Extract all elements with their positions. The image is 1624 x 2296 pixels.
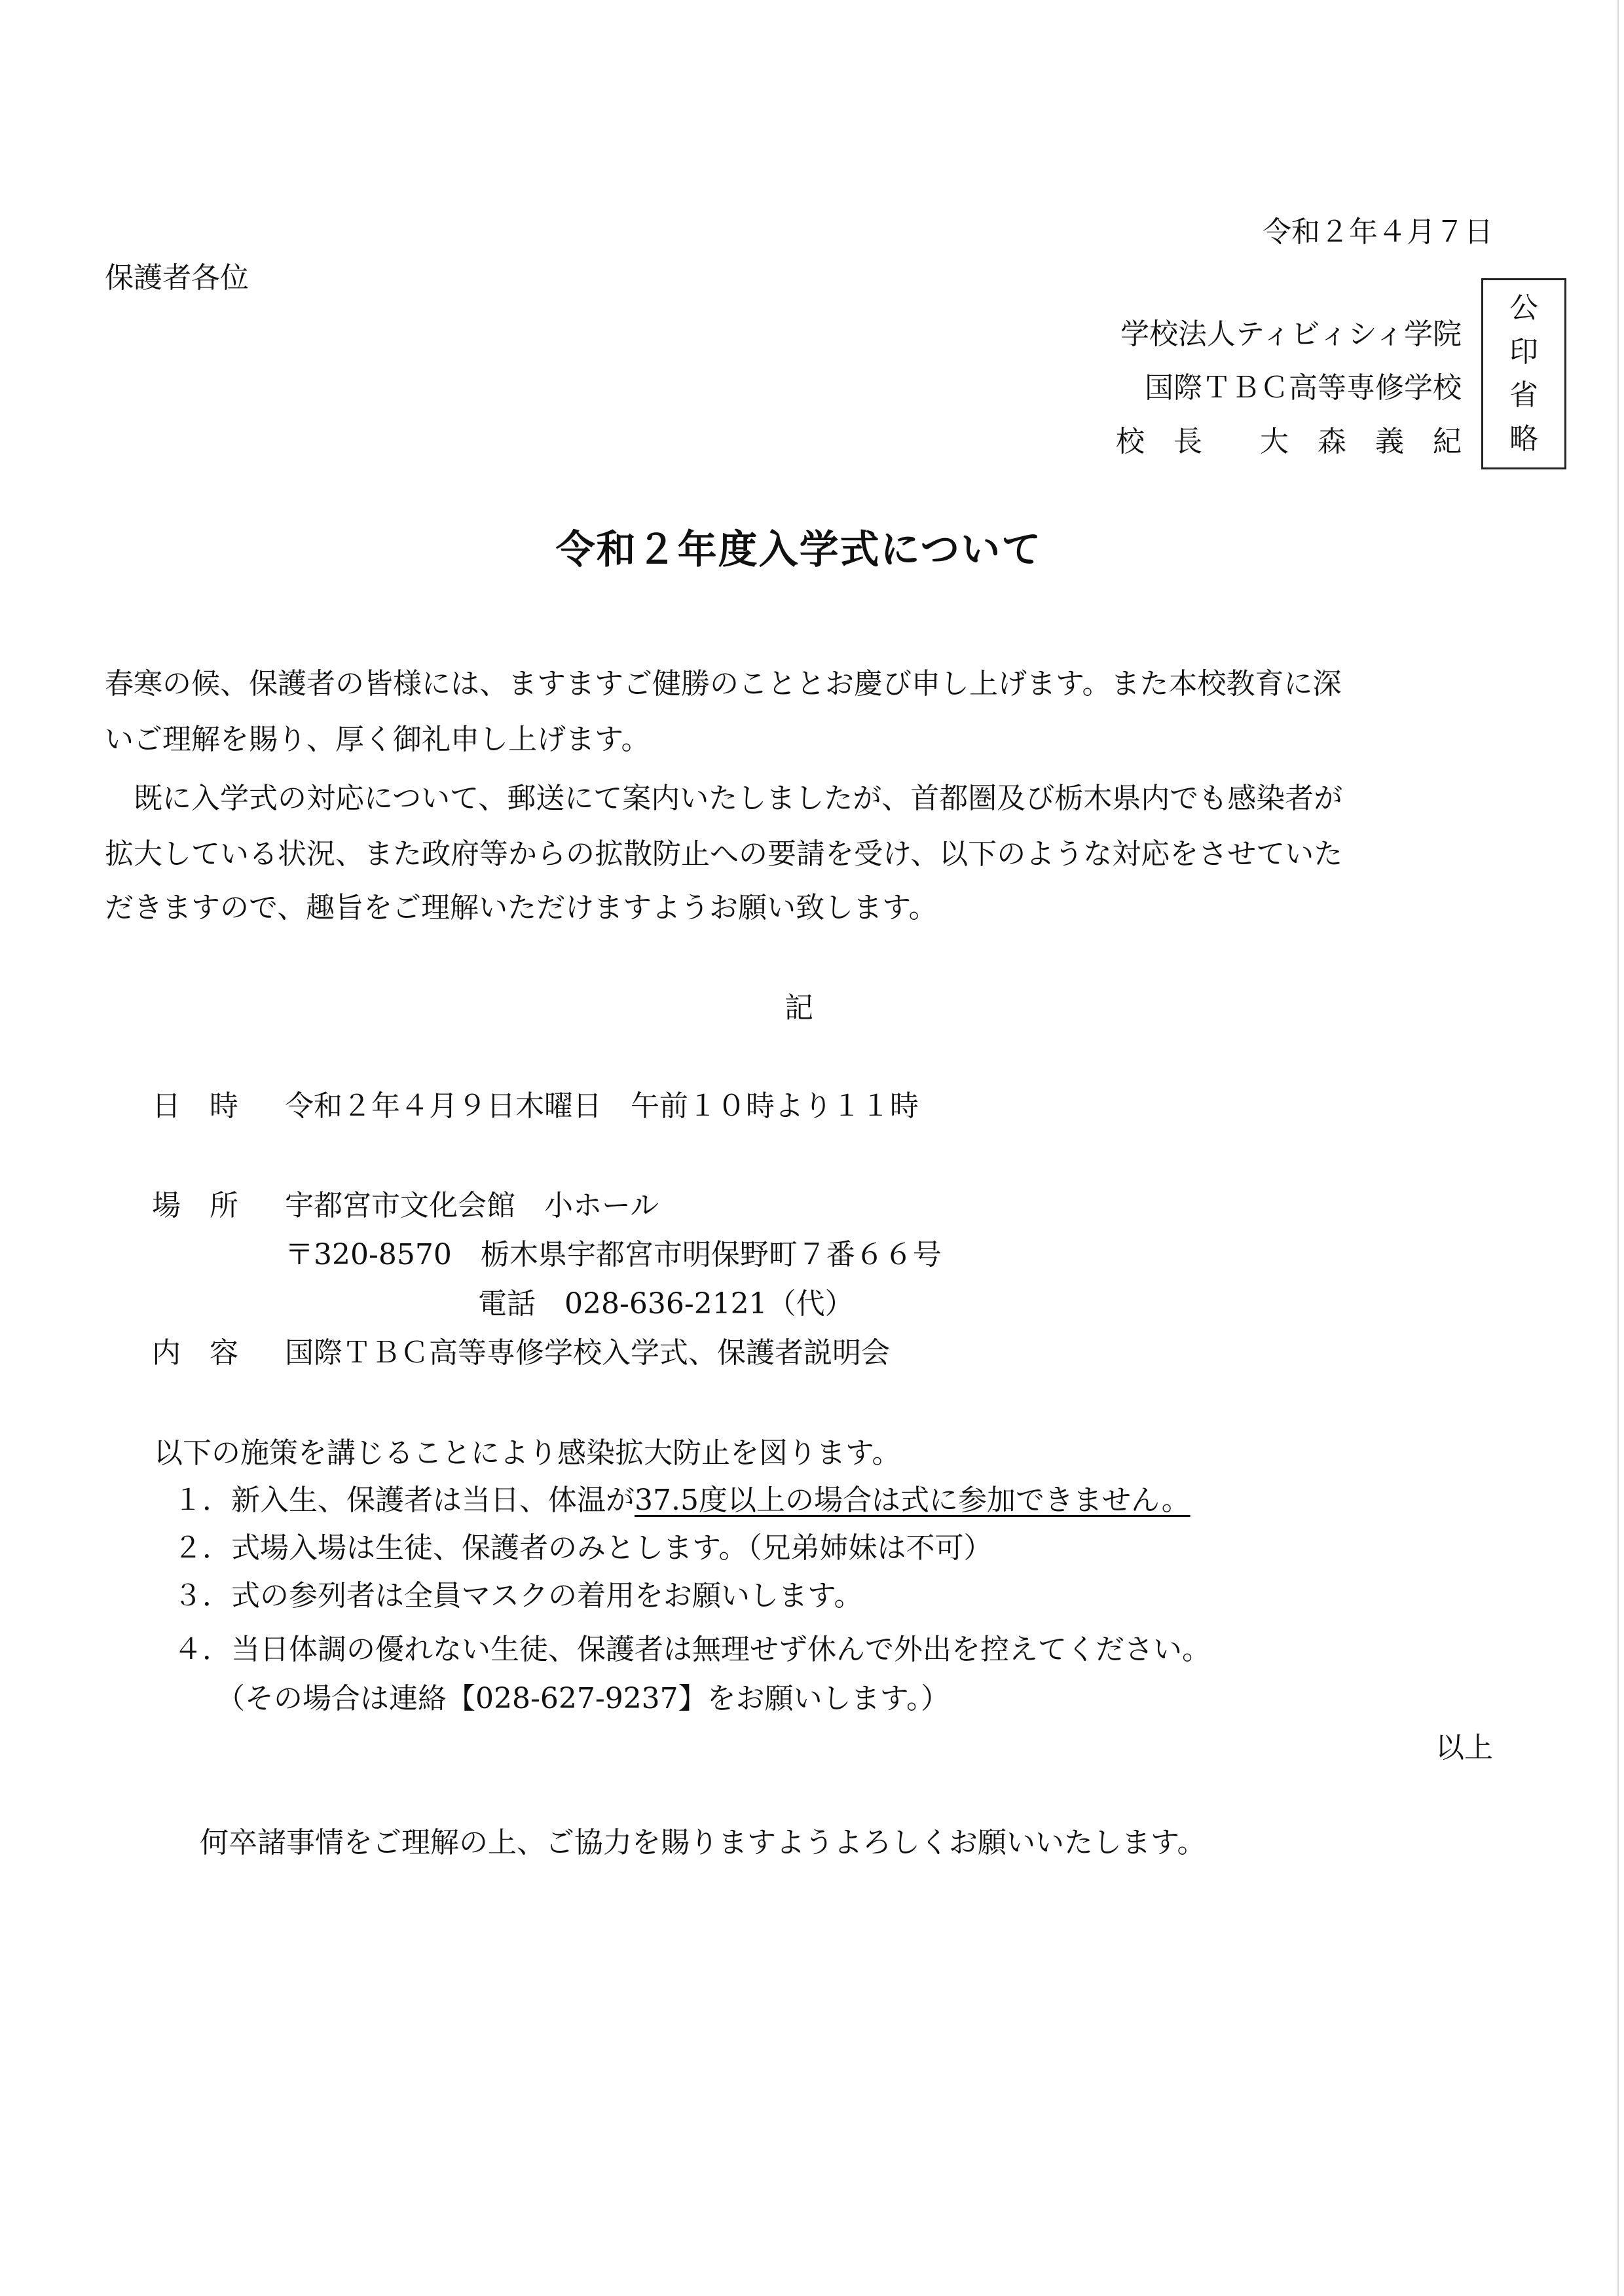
content-value: 国際ＴＢＣ高等専修学校入学式、保護者説明会 (285, 1336, 890, 1370)
page-edge-shadow (1617, 0, 1619, 2296)
body-paragraph-2-line-3: だきますので、趣旨をご理解いただけますようお願い致します。 (105, 891, 938, 924)
body-paragraph-1-line-2: いご理解を賜り、厚く御礼申し上げます。 (105, 723, 650, 756)
sender-block (1116, 308, 1462, 469)
measure-item-3: ３．式の参列者は全員マスクの着用をお願いします。 (174, 1579, 863, 1613)
final-request: 何卒諸事情をご理解の上、ご協力を賜りますようよろしくお願いいたします。 (200, 1826, 1206, 1859)
body-paragraph-2-line-2: 拡大している状況、また政府等からの拡散防止への要請を受け、以下のような対応をさせていた (105, 837, 1343, 871)
body-paragraph-1-line-1: 春寒の候、保護者の皆様には、ますますご健勝のこととお慶び申し上げます。また本校教育に深 (105, 667, 1342, 701)
body-paragraph-2-line-1: 既に入学式の対応について、郵送にて案内いたしましたが、首都圏及び栃木県内でも感染者が (105, 782, 1343, 815)
place-value: 宇都宮市文化会館 小ホール (285, 1189, 659, 1222)
measure-item-4: ４．当日体調の優れない生徒、保護者は無理せず休んで外出を控えてください。 (174, 1633, 1211, 1666)
datetime-label: 日 時 (152, 1089, 238, 1123)
place-address: 〒320-8570 栃木県宇都宮市明保野町７番６６号 (285, 1238, 942, 1271)
datetime-value: 令和２年４月９日木曜日 午前１０時より１１時 (285, 1089, 919, 1123)
closing-ijo: 以上 (1435, 1731, 1493, 1764)
sender-school: 国際ＴＢＣ高等専修学校 (1145, 371, 1462, 405)
document-title: 令和２年度入学式について (555, 527, 1043, 573)
place-label: 場 所 (152, 1189, 238, 1222)
measure-item-1-text: １．新入生、保護者は当日、体温が (174, 1484, 635, 1517)
seal-char: 略 (1509, 422, 1538, 456)
sender-org: 学校法人ティビィシィ学院 (1120, 318, 1462, 351)
measures-intro: 以下の施策を講じることにより感染拡大防止を図ります。 (154, 1436, 901, 1470)
place-phone: 電話 028-636-2121（代） (478, 1287, 854, 1321)
content-label: 内 容 (152, 1336, 238, 1370)
recipient: 保護者各位 (105, 261, 249, 295)
measure-item-4-note: （その場合は連絡【028-627-9237】をお願いします。） (216, 1682, 950, 1715)
measure-item-2: ２．式場入場は生徒、保護者のみとします。（兄弟姉妹は不可） (174, 1531, 993, 1565)
measure-item-1-underlined: 37.5度以上の場合は式に参加できません。 (635, 1484, 1190, 1517)
seal-char: 公 (1509, 291, 1538, 325)
ki-heading: 記 (784, 991, 813, 1025)
seal-char: 印 (1509, 335, 1538, 369)
document-date: 令和２年４月７日 (1263, 215, 1493, 249)
seal-char: 省 (1509, 378, 1538, 412)
sender-principal: 校 長 大 森 義 紀 (1116, 425, 1462, 458)
seal-omitted-box (1481, 278, 1566, 469)
measure-item-1 (174, 1481, 1190, 1520)
